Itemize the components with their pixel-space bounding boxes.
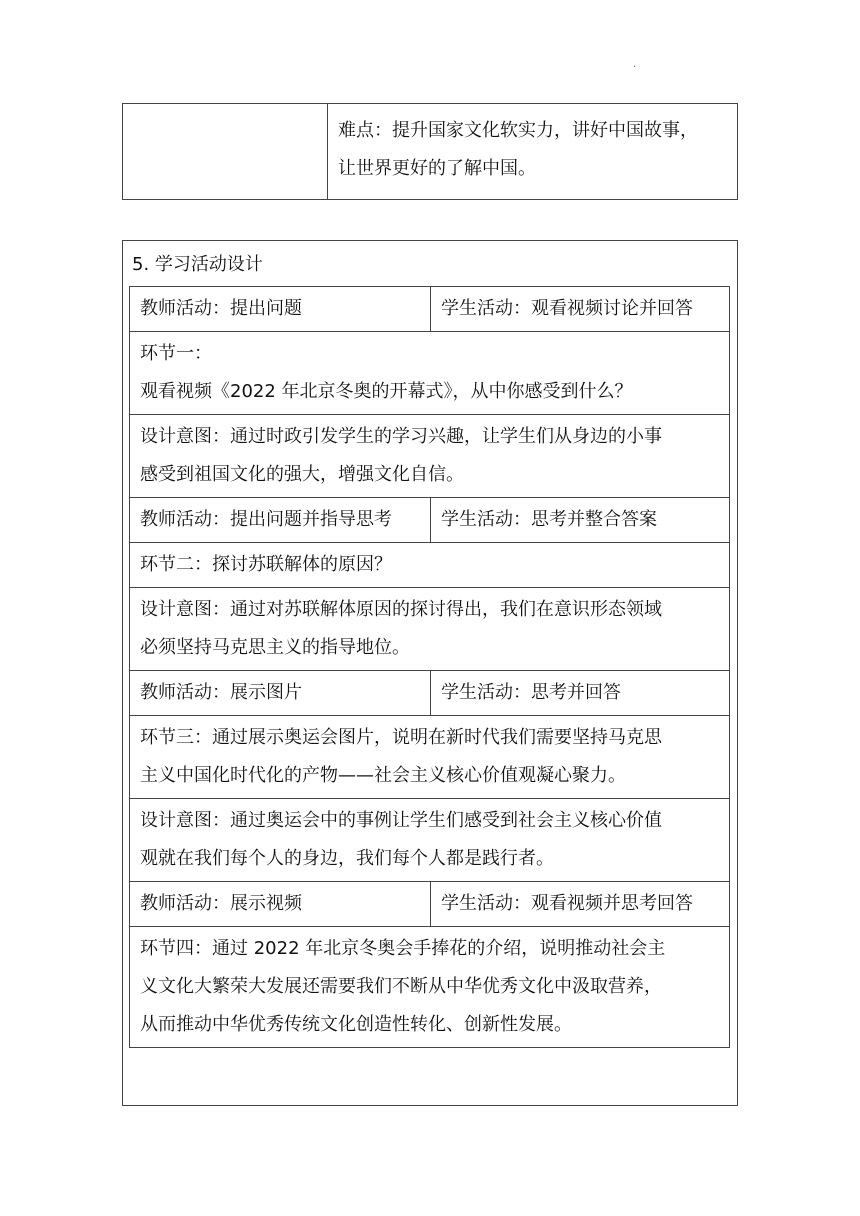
text-line: 设计意图：通过对苏联解体原因的探讨得出，我们在意识形态领域 (140, 599, 662, 620)
table-row (130, 799, 730, 882)
empty-cell (123, 104, 328, 200)
teacher-activity-cell: 教师活动：提出问题并指导思考 (130, 498, 431, 543)
student-activity-cell: 学生活动：观看视频并思考回答 (431, 882, 730, 927)
text-line: 义文化大繁荣大发展还需要我们不断从中华优秀文化中汲取营养， (140, 976, 662, 997)
teacher-activity-cell: 教师活动：展示视频 (130, 882, 431, 927)
text-line: 观就在我们每个人的身边，我们每个人都是践行者。 (140, 848, 554, 869)
text-line: 环节四：通过 2022 年北京冬奥会手捧花的介绍，说明推动社会主 (140, 938, 666, 959)
teacher-activity-cell: 教师活动：展示图片 (130, 671, 431, 716)
table-row (130, 882, 730, 927)
activity-table (129, 286, 730, 1048)
table-row (130, 287, 730, 332)
table-row (130, 332, 730, 415)
text-line: 环节三：通过展示奥运会图片，说明在新时代我们需要坚持马克思 (140, 727, 662, 748)
difficulty-cell (328, 104, 738, 200)
text-line: 从而推动中华优秀传统文化创造性转化、创新性发展。 (140, 1014, 572, 1035)
table-row (130, 927, 730, 1048)
text-line: 设计意图：通过奥运会中的事例让学生们感受到社会主义核心价值 (140, 810, 662, 831)
table-row (130, 498, 730, 543)
page-mark: · (633, 62, 637, 73)
text-line: 环节二：探讨苏联解体的原因？ (140, 554, 392, 575)
section-title: 5. 学习活动设计 (132, 254, 263, 275)
step-cell (130, 332, 730, 415)
design-intent-cell (130, 415, 730, 498)
text-line: 必须坚持马克思主义的指导地位。 (140, 637, 410, 658)
table-row (130, 415, 730, 498)
student-activity-cell: 学生活动：观看视频讨论并回答 (431, 287, 730, 332)
step-cell (130, 543, 730, 588)
table-row (130, 716, 730, 799)
text-line: 观看视频《2022 年北京冬奥的开幕式》，从中你感受到什么？ (140, 381, 633, 402)
design-intent-cell (130, 588, 730, 671)
text-line: 设计意图：通过时政引发学生的学习兴趣，让学生们从身边的小事 (140, 426, 662, 447)
table-row (130, 671, 730, 716)
teacher-activity-cell: 教师活动：提出问题 (130, 287, 431, 332)
table-row (130, 543, 730, 588)
table-row (123, 104, 738, 200)
step-cell (130, 927, 730, 1048)
text-line: 难点：提升国家文化软实力，讲好中国故事， (338, 120, 698, 141)
design-intent-cell (130, 799, 730, 882)
difficulty-table (122, 103, 738, 200)
student-activity-cell: 学生活动：思考并整合答案 (431, 498, 730, 543)
table-row (130, 588, 730, 671)
student-activity-cell: 学生活动：思考并回答 (431, 671, 730, 716)
text-line: 主义中国化时代化的产物——社会主义核心价值观凝心聚力。 (140, 765, 626, 786)
text-line: 感受到祖国文化的强大，增强文化自信。 (140, 464, 464, 485)
text-line: 环节一： (140, 343, 212, 364)
text-line: 让世界更好的了解中国。 (338, 158, 536, 179)
step-cell (130, 716, 730, 799)
